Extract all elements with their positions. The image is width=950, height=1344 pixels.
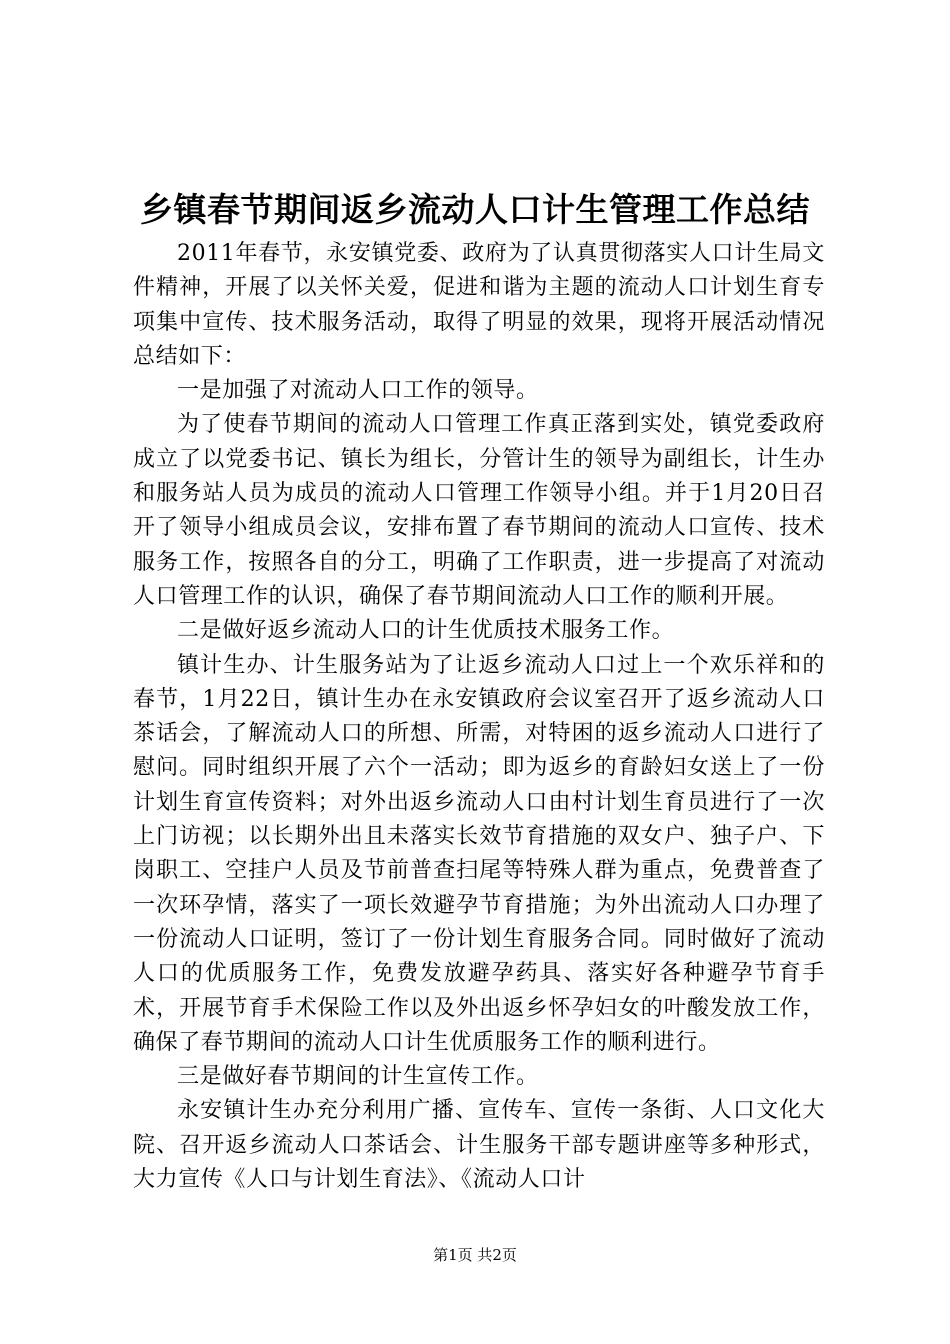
section-heading-1: 一是加强了对流动人口工作的领导。: [177, 378, 539, 404]
section-paragraph-1: 为了使春节期间的流动人口管理工作真正落到实处，镇党委政府成立了以党委书记、镇长为组长，分管计生的领导为副组长，计生办和服务站人员为成员的流动人口管理工作领导小组。并于1月20日召开了领导小组成员会议，安排布置了春节期间的流动人口宣传、技术服务工作，按照各自的分工，明确了工作职责，进一步提高了对流动人口管理工作的认识，确保了春节期间流动人口工作的顺利开展。: [133, 412, 825, 609]
section-heading-2: 二是做好返乡流动人口的计生优质技术服务工作。: [177, 618, 675, 644]
section-heading-3: 三是做好春节期间的计生宣传工作。: [177, 1064, 539, 1090]
document-body: [133, 237, 825, 1197]
page-footer: 第1页 共2页: [433, 1246, 517, 1264]
document-title: 乡镇春节期间返乡流动人口计生管理工作总结: [140, 190, 810, 229]
section-paragraph-2: 镇计生办、计生服务站为了让返乡流动人口过上一个欢乐祥和的春节，1月22日，镇计生办在永安镇政府会议室召开了返乡流动人口茶话会，了解流动人口的所想、所需，对特困的返乡流动人口进行了慰问。同时组织开展了六个一活动；即为返乡的育龄妇女送上了一份计划生育宣传资料；对外出返乡流动人口由村计划生育员进行了一次上门访视；以长期外出且未落实长效节育措施的双女户、独子户、下岗职工、空挂户人员及节前普查扫尾等特殊人群为重点，免费普查了一次环孕情，落实了一项长效避孕节育措施；为外出流动人口办理了一份流动人口证明，签订了一份计划生育服务合同。同时做好了流动人口的优质服务工作，免费发放避孕药具、落实好各种避孕节育手术，开展节育手术保险工作以及外出返乡怀孕妇女的叶酸发放工作，确保了春节期间的流动人口计生优质服务工作的顺利进行。: [133, 652, 825, 1055]
intro-paragraph: 2011年春节，永安镇党委、政府为了认真贯彻落实人口计生局文件精神，开展了以关怀关爱，促进和谐为主题的流动人口计划生育专项集中宣传、技术服务活动，取得了明显的效果，现将开展活动情况总结如下：: [133, 241, 825, 369]
section-paragraph-3: 永安镇计生办充分利用广播、宣传车、宣传一条街、人口文化大院、召开返乡流动人口茶话会、计生服务干部专题讲座等多种形式，大力宣传《人口与计划生育法》、《流动人口计: [133, 1098, 825, 1193]
